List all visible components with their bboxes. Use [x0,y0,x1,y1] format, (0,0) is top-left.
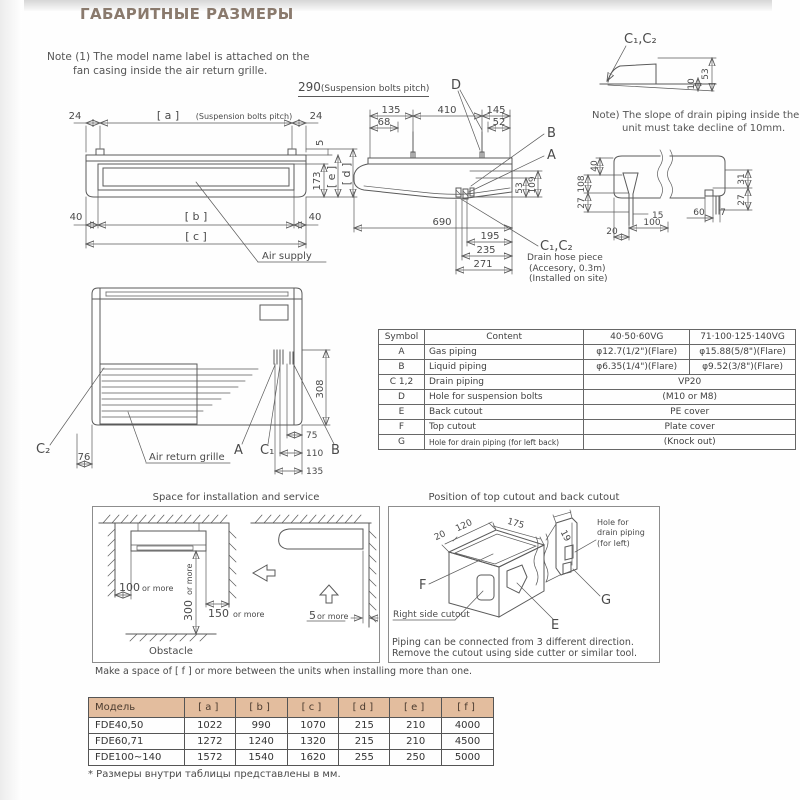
part-label-d: D [451,78,462,93]
dim-label: 20 [432,529,448,544]
dim-label: 150 [208,607,229,620]
dim-label: [ e ] [325,165,338,189]
cutout-note [392,637,656,660]
col-header-d: [ d ] [339,698,390,718]
units-footnote: * Размеры внутри таблицы представлены в мм. [88,769,341,780]
page-left-edge [0,0,22,800]
col-header: Symbol [379,330,425,345]
dim-label: 235 [476,245,496,256]
model-row [89,718,494,734]
dim-label: 53 [701,68,711,80]
cell: 5000 [442,750,494,766]
cell: 4000 [442,718,494,734]
cell: 1070 [287,718,339,734]
dim-label: 53 [515,182,525,194]
cell: PE cover [584,405,796,420]
install-space-title: Space for installation and service [152,492,320,503]
dim-label: 100 [119,581,140,594]
col-header-a: [ a ] [184,698,235,718]
model-dimension-table [88,697,494,766]
symbol-row [379,420,796,435]
cell: Gas piping [424,345,583,360]
hole-note-line1: Hole for [597,518,629,527]
dim-label: 24 [68,111,82,122]
cell: (Knock out) [584,435,796,450]
dim-label: 300 [182,600,195,621]
dim-label: 108 [577,175,587,193]
dim-label: 40 [308,212,322,223]
cell: 215 [339,718,390,734]
slope-note [592,109,799,135]
dim-label: 110 [306,449,324,459]
air-return-label: Air return grille [149,452,225,463]
dim-label: 40 [590,160,600,172]
dim-label: 40 [69,212,83,223]
dim-label: 271 [473,259,493,270]
dim-label: 76 [77,452,91,463]
part-label-c2: C₂ [36,442,51,457]
symbol-row [379,390,796,405]
slope-note-line1: Note) The slope of drain piping inside the [592,110,800,121]
cell: D [379,390,425,405]
dim-label: 15 [652,211,664,221]
dim-label: 690 [432,217,452,228]
cell: FDE100~140 [89,750,185,766]
drain-hose-note-line2: (Accesory, 0.3m) [529,263,606,274]
col-header-e: [ e ] [390,698,442,718]
dim-label: 195 [480,231,500,242]
cell: φ12.7(1/2")(Flare) [584,345,690,360]
air-supply-label: Air supply [262,251,312,262]
dim-label: (Suspension bolts pitch) [195,112,293,121]
model-table-header-row [89,698,494,718]
cell: 990 [235,718,287,734]
part-label-a: A [234,443,243,458]
cell: 1272 [184,734,235,750]
cell: 210 [390,718,442,734]
model-row [89,734,494,750]
dim-label: 68 [377,117,391,128]
col-header-f: [ f ] [442,698,494,718]
dim-label: 410 [437,105,457,116]
symbol-row [379,375,796,390]
dim-label: or more [233,610,265,619]
hole-note-line2: drain piping [597,527,645,537]
dim-label: [ a ] [156,109,180,122]
cell: Hole for suspension bolts [424,390,583,405]
part-label-g: G [601,593,612,608]
dim-label: 10 [687,78,697,90]
dim-label: 20 [606,227,618,237]
note-1-line1: Note (1) The model name label is attached on the [47,51,310,63]
dim-290: 290 [298,80,321,94]
dim-290-suffix: (Suspension bolts pitch) [320,84,430,94]
col-header-c: [ c ] [287,698,339,718]
part-label-b: B [547,126,556,141]
drain-hose-note-line3: (Installed on site) [529,274,608,285]
col-header: 40·50·60VG [584,330,690,345]
cell: 210 [390,734,442,750]
cell: φ6.35(1/4")(Flare) [584,360,690,375]
symbol-table-header-row [379,330,796,345]
part-label-c1: C₁ [260,443,275,458]
dim-label: 5 [315,139,326,146]
cell: Drain piping [424,375,583,390]
spacing-note: Make a space of [ f ] or more between the units when installing more than one. [95,666,472,677]
dim-label: 27 [737,194,747,206]
cell: φ9.52(3/8")(Flare) [690,360,796,375]
dim-label: 7 [720,208,726,218]
dim-label: 175 [505,516,526,532]
dim-label: 75 [306,431,318,441]
cell: 250 [390,750,442,766]
cell: B [379,360,425,375]
dim-label: 27 [577,197,587,209]
symbol-row [379,435,796,450]
dim-label: 24 [309,111,323,122]
note-1-line2: fan casing inside the air return grille. [73,64,268,77]
cell: φ15.88(5/8")(Flare) [690,345,796,360]
dim-label: 173 [312,171,323,191]
dim-label: 31 [737,173,747,185]
hole-for-drain-note [597,518,645,549]
dim-label: [ b ] [184,210,208,223]
drain-hose-note-line1: Drain hose piece [527,253,603,263]
part-label-e: E [551,618,560,633]
dim-label: [ d ] [340,162,353,186]
cell: G [379,435,425,450]
right-side-cutout-label: Right side cutout [393,610,470,620]
slope-note-line2: unit must take decline of 10mm. [622,123,786,134]
part-label-b: B [331,443,340,458]
dim-label: 60 [693,208,705,218]
obstacle-label: Obstacle [149,646,193,657]
cell: E [379,405,425,420]
dim-label: [ c ] [185,230,207,243]
cell: F [379,420,425,435]
cell: 4500 [442,734,494,750]
cell: 255 [339,750,390,766]
front-view-drawing [46,102,366,278]
cell: 1540 [235,750,287,766]
cell: 1022 [184,718,235,734]
cell: Hole for drain piping (for left back) [424,435,583,450]
drain-section-drawing [572,142,772,248]
dim-label: or more [185,563,194,595]
cell: A [379,345,425,360]
col-header-model: Модель [89,698,185,718]
drain-hose-note [527,253,608,285]
dim-label: 5 [309,609,316,622]
dim-label: 19 [557,528,572,544]
col-header: 71·100·125·140VG [690,330,796,345]
dim-label: 52 [492,117,506,128]
part-label-c12: C₁,C₂ [540,239,573,254]
drain-slope-detail-drawing [598,28,800,106]
cell: FDE40,50 [89,718,185,734]
symbol-row [379,405,796,420]
dim-label: 120 [454,518,475,535]
dim-label: 145 [486,105,506,116]
col-header: Content [424,330,583,345]
part-label-f: F [419,578,427,593]
symbol-row [379,345,796,360]
dim-label: or more [317,612,349,621]
cell: Liquid piping [424,360,583,375]
cell: C 1,2 [379,375,425,390]
dim-label: 109 [528,176,538,194]
install-space-drawing [93,507,379,662]
cell: 1320 [287,734,339,750]
symbol-table [378,329,796,450]
model-row [89,750,494,766]
col-header-b: [ b ] [235,698,287,718]
cell: Plate cover [584,420,796,435]
cell: (M10 or M8) [584,390,796,405]
cell: FDE60,71 [89,734,185,750]
note-1 [47,51,310,78]
part-label-a: A [547,148,556,163]
dim-label: or more [142,584,174,593]
cell: 215 [339,734,390,750]
page-title: ГАБАРИТНЫЕ РАЗМЕРЫ [80,5,294,23]
cell: Top cutout [424,420,583,435]
cutout-note-line2: Remove the cutout using side cutter or similar tool. [392,648,637,660]
cell: VP20 [584,375,796,390]
bottom-view-drawing [28,272,368,484]
cell: Back cutout [424,405,583,420]
cell: 1572 [184,750,235,766]
dim-label: 135 [381,105,401,116]
cell: 1240 [235,734,287,750]
hole-note-line3: (for left) [597,539,630,548]
cell: 1620 [287,750,339,766]
dim-label: 100 [643,218,661,228]
symbol-row [379,360,796,375]
cutout-title: Position of top cutout and back cutout [428,492,620,503]
dim-label: 308 [315,379,326,399]
cutout-note-line1: Piping can be connected from 3 different direction. [392,637,634,648]
install-space-box [92,506,380,663]
dim-label: 135 [306,467,324,477]
part-label-c12: C₁,C₂ [624,32,657,47]
